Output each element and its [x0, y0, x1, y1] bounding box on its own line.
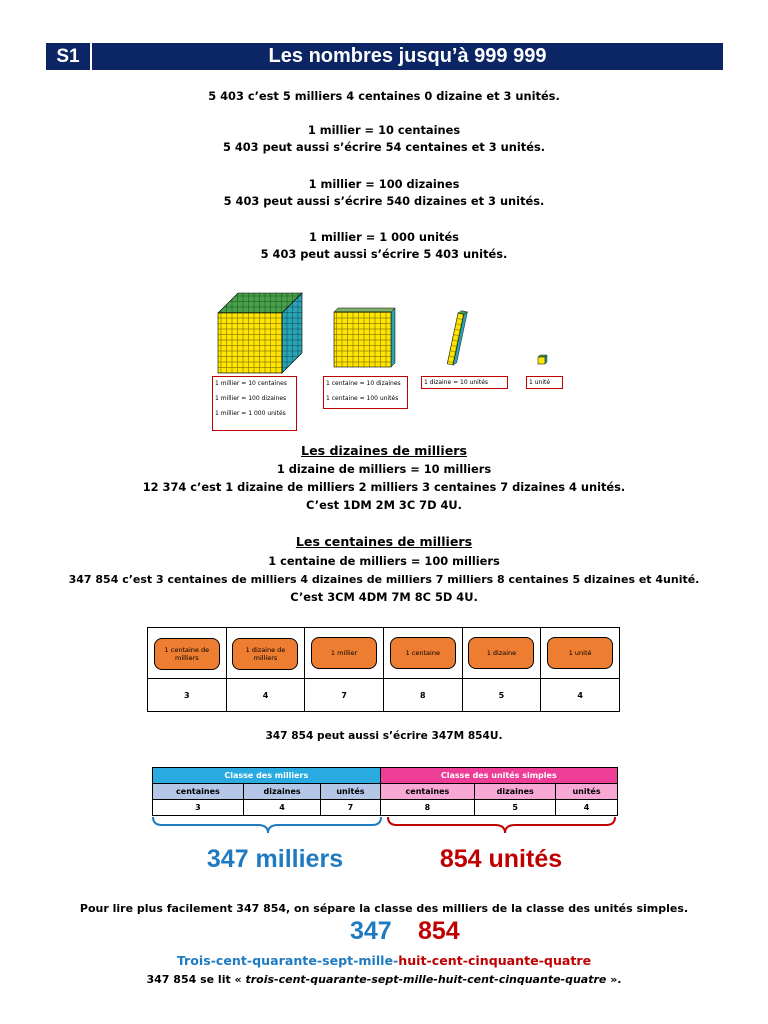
class-digit: 4 — [556, 800, 618, 816]
class-subheader: dizaines — [475, 784, 556, 800]
page-header — [46, 43, 723, 70]
brace-milliers-icon — [153, 817, 381, 833]
intro-line-1: 5 403 c’est 5 milliers 4 centaines 0 dizaine et 3 unités. — [208, 89, 560, 103]
dm-line-3: C’est 1DM 2M 3C 7D 4U. — [305, 498, 463, 512]
place-digit: 8 — [383, 679, 462, 712]
page-title: Les nombres jusqu’à 999 999 — [268, 45, 547, 67]
brace-unites-icon — [388, 817, 615, 833]
class-subheader: unités — [321, 784, 380, 800]
place-header: 1 dizaine de milliers — [232, 638, 298, 670]
reads-words: trois-cent-quarante-sept-mille-huit-cent-cinquante-quatre — [245, 973, 607, 986]
place-header: 1 millier — [311, 637, 377, 669]
millier-rule-box — [212, 376, 297, 431]
class-braces — [150, 815, 620, 837]
dizaine-rule-box — [421, 376, 508, 389]
class-digit: 7 — [321, 800, 380, 816]
class-digit: 4 — [243, 800, 321, 816]
intro-line-5: 5 403 peut aussi s’écrire 540 dizaines et 3 unités. — [223, 194, 545, 208]
ten-rod-icon — [447, 310, 467, 366]
unites-label: 854 unités — [439, 845, 563, 873]
class-subheader: centaines — [153, 784, 244, 800]
intro-line-2: 1 millier = 10 centaines — [307, 123, 461, 137]
class-digit: 5 — [475, 800, 556, 816]
intro-line-6: 1 millier = 1 000 unités — [309, 230, 459, 244]
class-milliers-header: Classe des milliers — [153, 768, 381, 784]
rule-text: 1 centaine = 10 dizaines — [326, 380, 401, 387]
unit-cube-icon — [538, 355, 547, 364]
rule-text: 1 millier = 10 centaines — [215, 380, 287, 387]
class-subheader: centaines — [380, 784, 475, 800]
also-written-line: 347 854 peut aussi s’écrire 347M 854U. — [265, 730, 503, 742]
rule-text: 1 unité — [529, 379, 551, 386]
intro-line-4: 1 millier = 100 dizaines — [308, 177, 460, 191]
milliers-label: 347 milliers — [206, 845, 344, 873]
separate-sentence: Pour lire plus facilement 347 854, on sépare la classe des milliers de la classe des unités simples. — [79, 902, 689, 915]
place-digit: 4 — [226, 679, 305, 712]
cm-line-3: C’est 3CM 4DM 7M 8C 5D 4U. — [290, 590, 478, 604]
number-in-words — [0, 953, 768, 968]
section-title-centaines-milliers: Les centaines de milliers — [295, 534, 473, 549]
class-table — [152, 767, 618, 816]
cm-line-2: 347 854 c’est 3 centaines de milliers 4 dizaines de milliers 7 milliers 8 centaines 5 dizaines et 4unité. — [68, 573, 700, 586]
reads-suffix: ». — [606, 973, 622, 986]
class-subheader: unités — [556, 784, 618, 800]
class-subheader: dizaines — [243, 784, 321, 800]
place-header: 1 dizaine — [468, 637, 534, 669]
reads-prefix: 347 854 se lit « — [146, 973, 246, 986]
section-id: S1 — [46, 43, 92, 70]
reads-as-line — [0, 973, 768, 986]
place-digit: 5 — [462, 679, 541, 712]
dm-line-2: 12 374 c’est 1 dizaine de milliers 2 milliers 3 centaines 7 dizaines 4 unités. — [142, 480, 626, 494]
rule-text: 1 millier = 100 dizaines — [215, 395, 287, 402]
class-digit: 3 — [153, 800, 244, 816]
class-unites-header: Classe des unités simples — [380, 768, 617, 784]
hundred-flat-icon — [334, 308, 395, 367]
place-header: 1 unité — [547, 637, 613, 669]
base-ten-blocks-illustration — [210, 285, 560, 375]
place-header: 1 centaine — [390, 637, 456, 669]
number-854: 854 — [418, 917, 460, 945]
class-digit: 8 — [380, 800, 475, 816]
rule-text: 1 dizaine = 10 unités — [424, 379, 489, 386]
dm-line-1: 1 dizaine de milliers = 10 milliers — [276, 462, 492, 476]
place-header: 1 centaine de milliers — [154, 638, 220, 670]
section-title-dizaines-milliers: Les dizaines de milliers — [301, 443, 467, 458]
place-digit: 4 — [541, 679, 620, 712]
rule-text: 1 centaine = 100 unités — [326, 395, 399, 402]
thousand-cube-icon — [218, 293, 302, 373]
number-347: 347 — [350, 917, 392, 945]
place-digit: 7 — [305, 679, 384, 712]
cm-line-1: 1 centaine de milliers = 100 milliers — [268, 554, 500, 568]
words-unites: huit-cent-cinquante-quatre — [398, 953, 592, 968]
centaine-rule-box — [323, 376, 408, 409]
words-milliers: Trois-cent-quarante-sept-mille- — [176, 953, 399, 968]
unite-rule-box — [526, 376, 563, 389]
place-digit: 3 — [148, 679, 227, 712]
intro-line-3: 5 403 peut aussi s’écrire 54 centaines et 3 unités. — [222, 140, 546, 154]
rule-text: 1 millier = 1 000 unités — [215, 410, 286, 417]
intro-line-7: 5 403 peut aussi s’écrire 5 403 unités. — [260, 247, 508, 261]
place-value-table — [147, 627, 620, 712]
